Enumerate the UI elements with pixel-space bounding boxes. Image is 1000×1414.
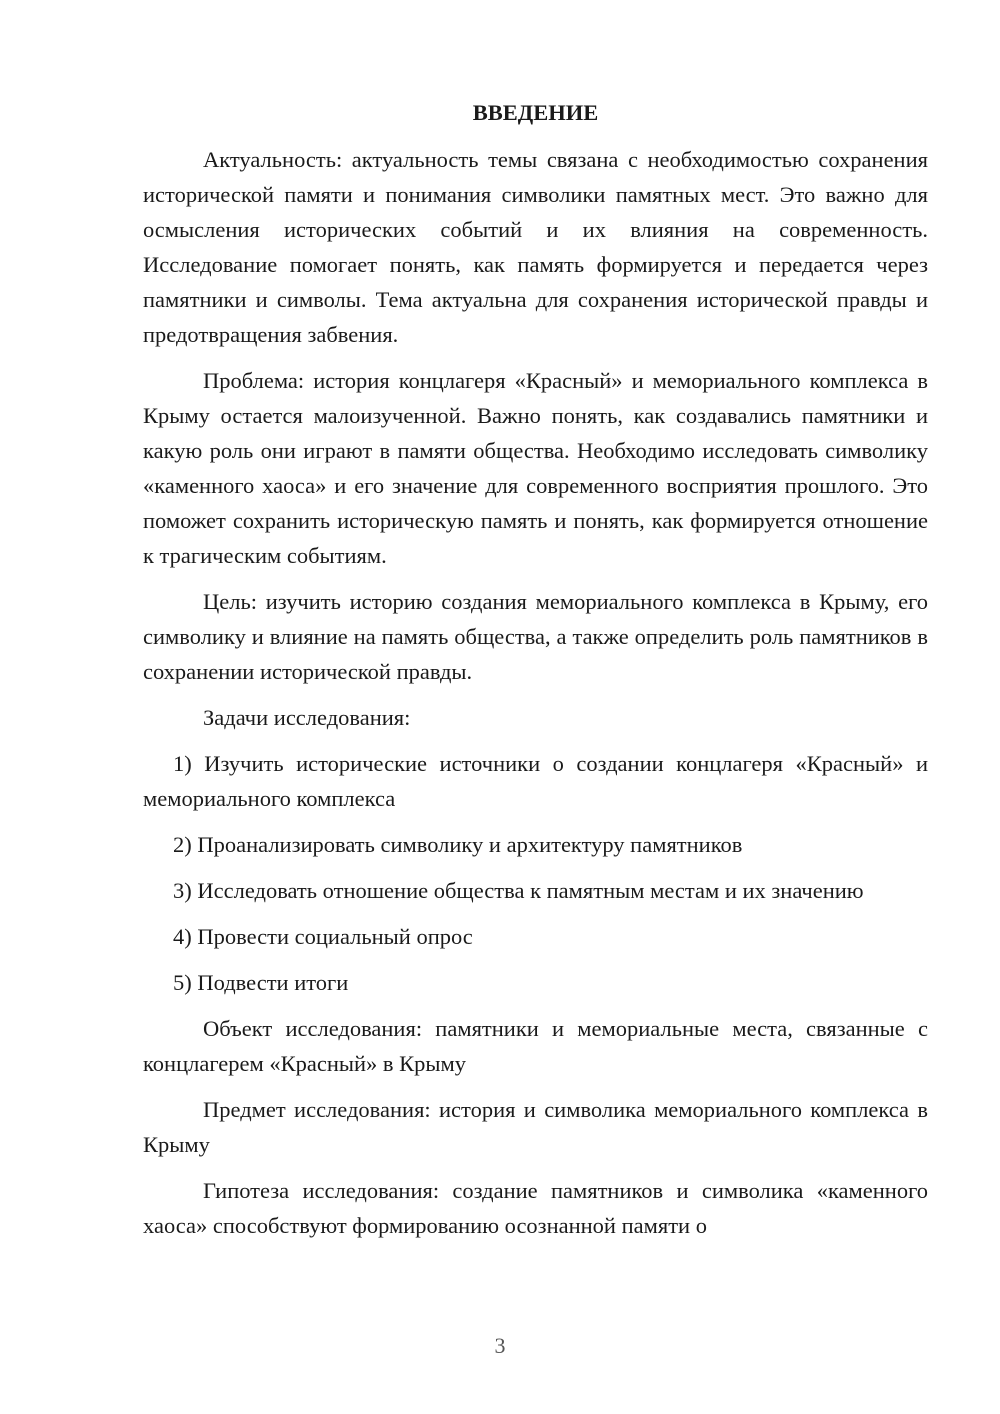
tasks-list xyxy=(143,746,928,1000)
tasks-heading: Задачи исследования: xyxy=(203,705,411,730)
list-item: 5) Подвести итоги xyxy=(173,970,349,995)
paragraph-subject: Предмет исследования: история и символика мемориального комплекса в Крыму xyxy=(143,1097,928,1157)
list-item: 2) Проанализировать символику и архитектуру памятников xyxy=(173,832,743,857)
paragraph-goal: Цель: изучить историю создания мемориального комплекса в Крыму, его символику и влияние на память общества, а также определить роль памятников в сохранении исторической правды. xyxy=(143,589,928,684)
list-item: 4) Провести социальный опрос xyxy=(173,924,473,949)
page-title: ВВЕДЕНИЕ xyxy=(472,100,599,125)
paragraph-problem: Проблема: история концлагеря «Красный» и мемориального комплекса в Крыму остается малоизученной. Важно понять, как создавались памятники и какую роль они играют в памяти общества. Необходимо исследовать символику «каменного хаоса» и его значение для современного восприятия прошлого. Это поможет сохранить историческую память и понять, как формируется отношение к трагическим событиям. xyxy=(143,368,928,568)
paragraph-hypothesis: Гипотеза исследования: создание памятников и символика «каменного хаоса» способствуют формированию осознанной памяти о xyxy=(143,1178,928,1238)
paragraph-relevance: Актуальность: актуальность темы связана с необходимостью сохранения исторической памяти и понимания символики памятных мест. Это важно для осмысления исторических событий и их влияния на современность. Исследование помогает понять, как память формируется и передается через памятники и символы. Тема актуальна для сохранения исторической правды и предотвращения забвения. xyxy=(143,147,928,347)
list-item: 3) Исследовать отношение общества к памятным местам и их значению xyxy=(173,878,864,903)
paragraph-object: Объект исследования: памятники и мемориальные места, связанные с концлагерем «Красный» в Крыму xyxy=(143,1016,928,1076)
list-item: 1) Изучить исторические источники о создании концлагеря «Красный» и мемориального комплекса xyxy=(143,751,928,811)
page-number: 3 xyxy=(494,1333,506,1358)
document-page xyxy=(143,95,928,1254)
